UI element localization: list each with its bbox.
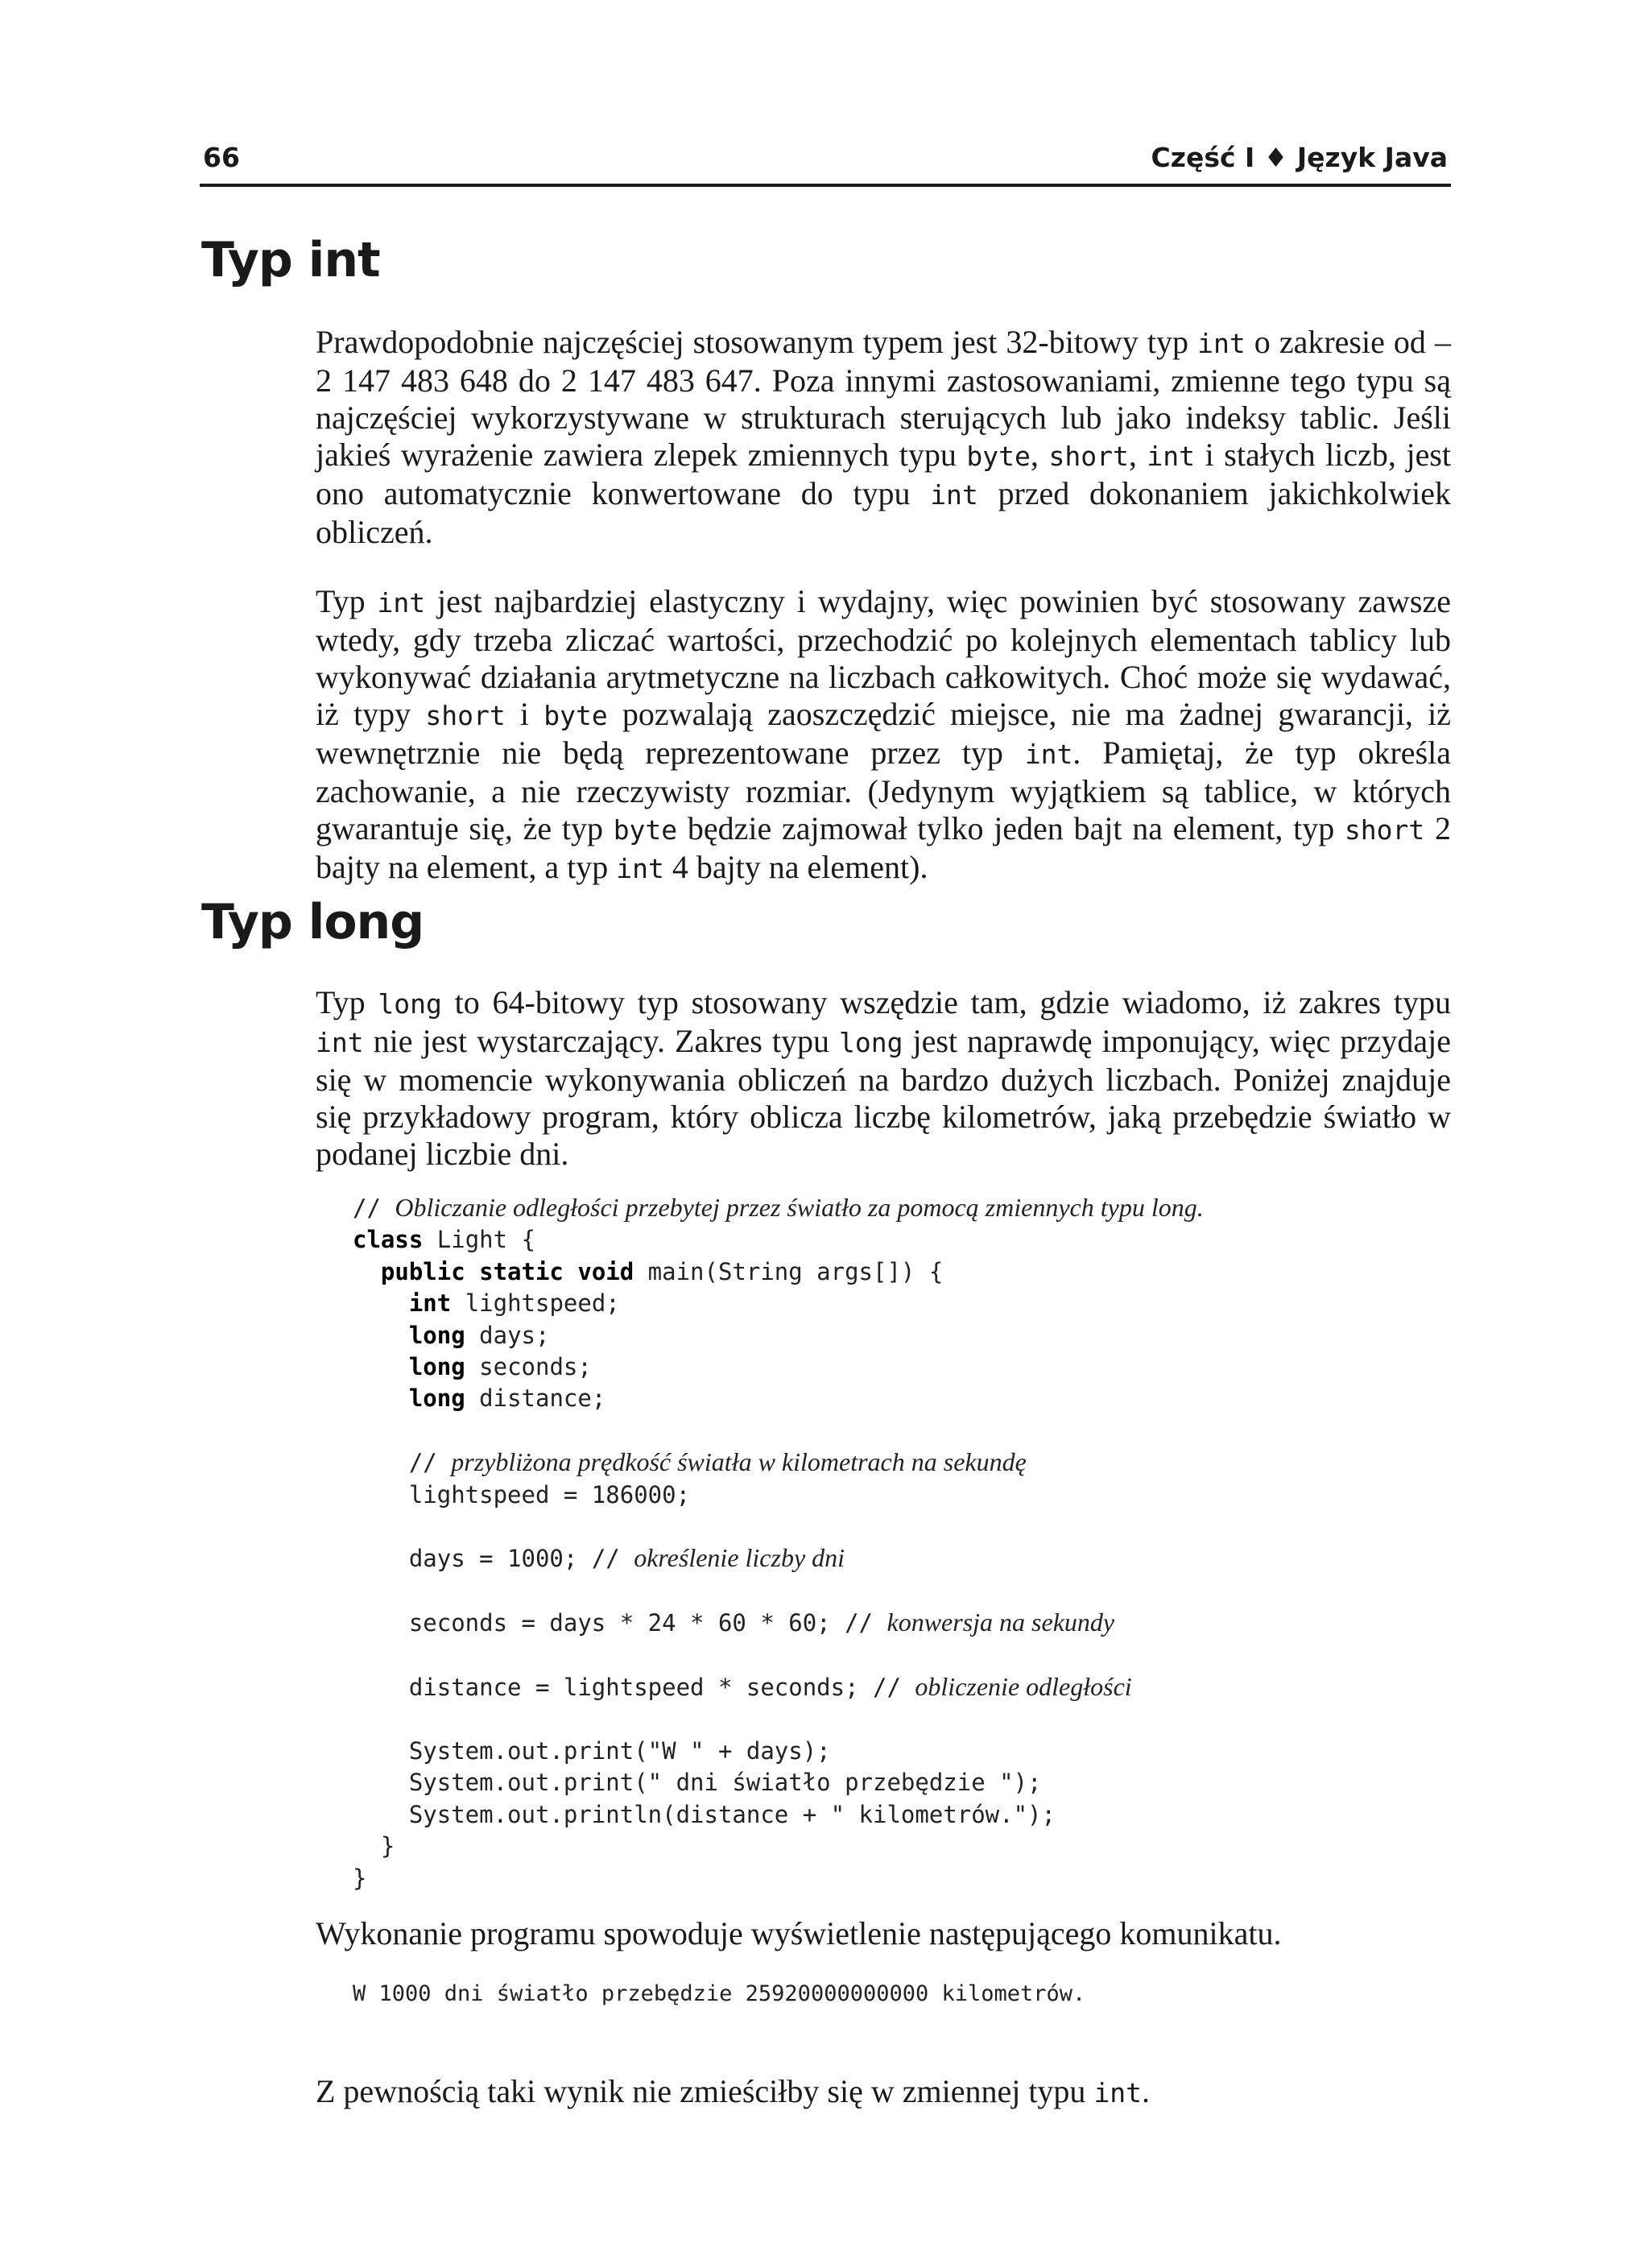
inline-code: byte [966, 441, 1031, 472]
code-keyword: long [408, 1384, 465, 1413]
inline-code: byte [613, 814, 678, 846]
code-line [353, 1575, 1204, 1607]
code-line: long days; [408, 1321, 550, 1349]
inline-code: int [377, 587, 426, 619]
running-title: Część I ♦ Język Java [1151, 142, 1448, 173]
paragraph: Typ long to 64-bitowy typ stosowany wszędzie tam, gdzie wiadomo, iż zakres typu int nie jest wystarczający. Zakres typu long jest naprawdę imponujący, więc przydaje się w momencie wykonywania obliczeń na bardzo dużych liczbach. Poniżej znajduje się przykładowy program, który oblicza liczbę kilometrów, jaką przebędzie światło w podanej liczbie dni. [316, 984, 1452, 1172]
section-long-body [316, 984, 1451, 1173]
final-text [316, 2073, 1451, 2112]
inline-code: short [1048, 441, 1129, 472]
inline-code: short [1344, 814, 1425, 846]
inline-code: int [1024, 739, 1073, 770]
code-line: lightspeed = 186000; [353, 1480, 691, 1509]
code-keyword: long [408, 1353, 465, 1381]
page-number: 66 [203, 142, 240, 173]
code-line: int lightspeed; [408, 1289, 620, 1318]
code-line: class Light { [353, 1226, 535, 1254]
inline-code: int [1093, 2077, 1143, 2109]
inline-code: int [930, 479, 978, 511]
code-line [353, 1415, 1204, 1446]
code-comment: // konwersja na sekundy [845, 1608, 1115, 1637]
code-comment: // Obliczanie odległości przebytej przez światło za pomocą zmiennych typu long. [353, 1193, 1204, 1222]
section-title-int: Typ int [201, 232, 380, 288]
code-keyword: int [408, 1289, 452, 1318]
code-line [353, 1511, 1204, 1542]
code-line: System.out.print(" dni światło przebędzie "); [353, 1769, 1042, 1797]
code-line [353, 1446, 1204, 1479]
inline-code: byte [543, 700, 608, 731]
code-line: } [353, 1864, 367, 1892]
after-code-text [316, 1915, 1451, 1952]
code-line: distance = lightspeed * seconds; // obliczenie odległości [353, 1672, 1132, 1702]
paragraph: Typ int jest najbardziej elastyczny i wydajny, więc powinien być stosowany zawsze wtedy, gdy trzeba zliczać wartości, przechodzić po kolejnych elementach tablicy lub wykonywać działania arytmetyczne na liczbach całkowitych. Choć może się wydawać, iż typy short i byte pozwalają zaoszczędzić miejsce, nie ma żadnej gwarancji, iż wewnętrznie nie będą reprezentowane przez typ int. Pamiętaj, że typ określa zachowanie, a nie rzeczywisty rozmiar. (Jedynym wyjątkiem są tablice, w których gwarantuje się, że typ byte będzie zajmował tylko jeden bajt na element, typ short 2 bajty na element, a typ int 4 bajty na element). [316, 583, 1451, 885]
paragraph: Wykonanie programu spowoduje wyświetlenie następującego komunikatu. [316, 1915, 1282, 1951]
code-line: } [353, 1832, 395, 1860]
code-line [353, 1192, 1204, 1224]
program-output: W 1000 dni światło przebędzie 25920000000000 kilometrów. [353, 1981, 1086, 2006]
code-keyword: class [353, 1226, 424, 1254]
section-int-body [316, 324, 1451, 888]
code-comment: // określenie liczby dni [591, 1543, 845, 1573]
code-listing [353, 1192, 1204, 1894]
paragraph: Prawdopodobnie najczęściej stosowanym typem jest 32-bitowy typ int o zakresie od –2 147 483 648 do 2 147 483 647. Poza innymi zastosowaniami, zmienne tego typu są najczęściej wykorzystywane w strukturach sterujących lub jako indeksy tablic. Jeśli jakieś wyrażenie zawiera zlepek zmiennych typu byte, short, int i stałych liczb, jest ono automatycznie konwertowane do typu int przed dokonaniem jakichkolwiek obliczeń. [316, 324, 1452, 550]
code-line: seconds = days * 24 * 60 * 60; // konwersja na sekundy [353, 1608, 1115, 1637]
code-line: System.out.print("W " + days); [353, 1736, 831, 1765]
inline-code: int [316, 1027, 364, 1058]
code-comment: // obliczenie odległości [873, 1672, 1132, 1702]
inline-code: int [616, 853, 664, 884]
page-header [200, 139, 1451, 187]
code-line: System.out.println(distance + " kilometrów."); [353, 1800, 1056, 1828]
paragraph: Z pewnością taki wynik nie zmieściłby się w zmiennej typu int. [316, 2073, 1151, 2109]
code-line [353, 1640, 1204, 1671]
inline-code: long [378, 988, 442, 1020]
code-keyword: long [408, 1321, 465, 1349]
code-line: long seconds; [408, 1353, 592, 1381]
code-line [353, 1704, 1204, 1736]
section-title-long: Typ long [201, 894, 424, 950]
inline-code: long [838, 1027, 903, 1058]
code-comment: // przybliżona prędkość światła w kilometrach na sekundę [408, 1447, 1027, 1477]
inline-code: short [425, 700, 506, 731]
code-keyword: public static void [380, 1257, 634, 1285]
code-line: long distance; [408, 1384, 606, 1413]
code-line: days = 1000; // określenie liczby dni [353, 1543, 845, 1573]
inline-code: int [1197, 328, 1246, 359]
inline-code: int [1147, 441, 1195, 472]
code-line: public static void main(String args[]) { [380, 1257, 944, 1285]
